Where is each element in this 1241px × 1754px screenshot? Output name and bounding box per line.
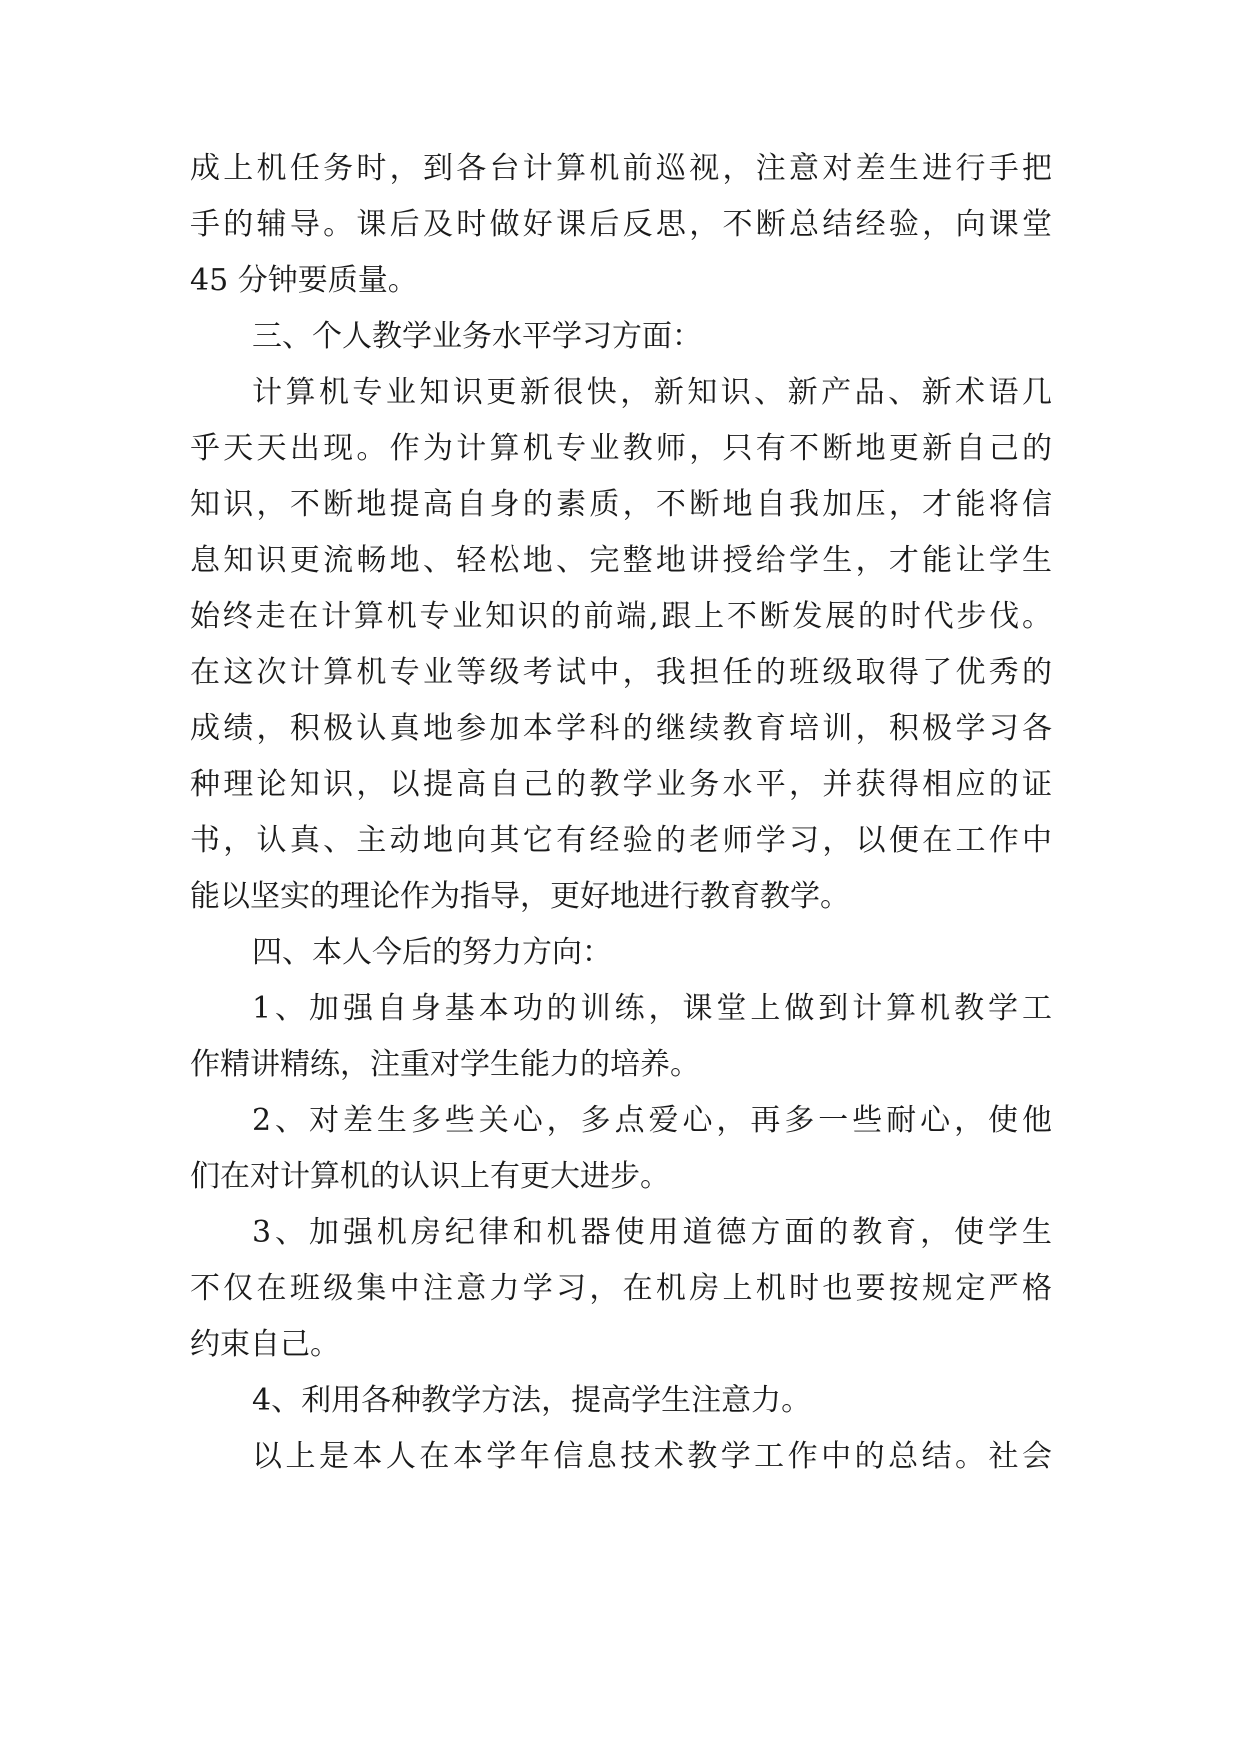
text-line: 三、个人教学业务水平学习方面：: [252, 319, 702, 354]
text-line: 1、加强自身基本功的训练，课堂上做到计算机教学工: [252, 991, 1052, 1026]
text-line: 在这次计算机专业等级考试中，我担任的班级取得了优秀的: [190, 655, 1052, 690]
text-line: 手的辅导。课后及时做好课后反思，不断总结经验，向课堂: [190, 207, 1052, 242]
text-line: 四、本人今后的努力方向：: [252, 935, 612, 970]
text-line: 45 分钟要质量。: [190, 263, 418, 298]
text-line: 成绩，积极认真地参加本学科的继续教育培训，积极学习各: [190, 711, 1052, 746]
text-line: 息知识更流畅地、轻松地、完整地讲授给学生，才能让学生: [190, 543, 1052, 578]
text-line: 书，认真、主动地向其它有经验的老师学习，以便在工作中: [190, 823, 1052, 858]
document-body: [190, 141, 1052, 1485]
text-line: 知识，不断地提高自身的素质，不断地自我加压，才能将信: [190, 487, 1052, 522]
text-line: 计算机专业知识更新很快，新知识、新产品、新术语几: [252, 375, 1052, 410]
text-line: 3、加强机房纪律和机器使用道德方面的教育，使学生: [252, 1215, 1052, 1250]
text-line: 2、对差生多些关心，多点爱心，再多一些耐心，使他: [252, 1103, 1052, 1138]
text-line: 约束自己。: [190, 1327, 340, 1362]
text-line: 以上是本人在本学年信息技术教学工作中的总结。社会: [252, 1439, 1052, 1474]
text-line: 不仅在班级集中注意力学习，在机房上机时也要按规定严格: [190, 1271, 1052, 1306]
text-line: 们在对计算机的认识上有更大进步。: [190, 1159, 670, 1194]
text-line: 4、利用各种教学方法，提高学生注意力。: [252, 1383, 812, 1418]
text-line: 能以坚实的理论作为指导，更好地进行教育教学。: [190, 879, 850, 914]
text-line: 始终走在计算机专业知识的前端,跟上不断发展的时代步伐。: [190, 599, 1052, 634]
text-line: 种理论知识，以提高自己的教学业务水平，并获得相应的证: [190, 767, 1052, 802]
text-line: 成上机任务时，到各台计算机前巡视，注意对差生进行手把: [190, 151, 1052, 186]
text-line: 作精讲精练，注重对学生能力的培养。: [190, 1047, 700, 1082]
text-line: 乎天天出现。作为计算机专业教师，只有不断地更新自己的: [190, 431, 1052, 466]
